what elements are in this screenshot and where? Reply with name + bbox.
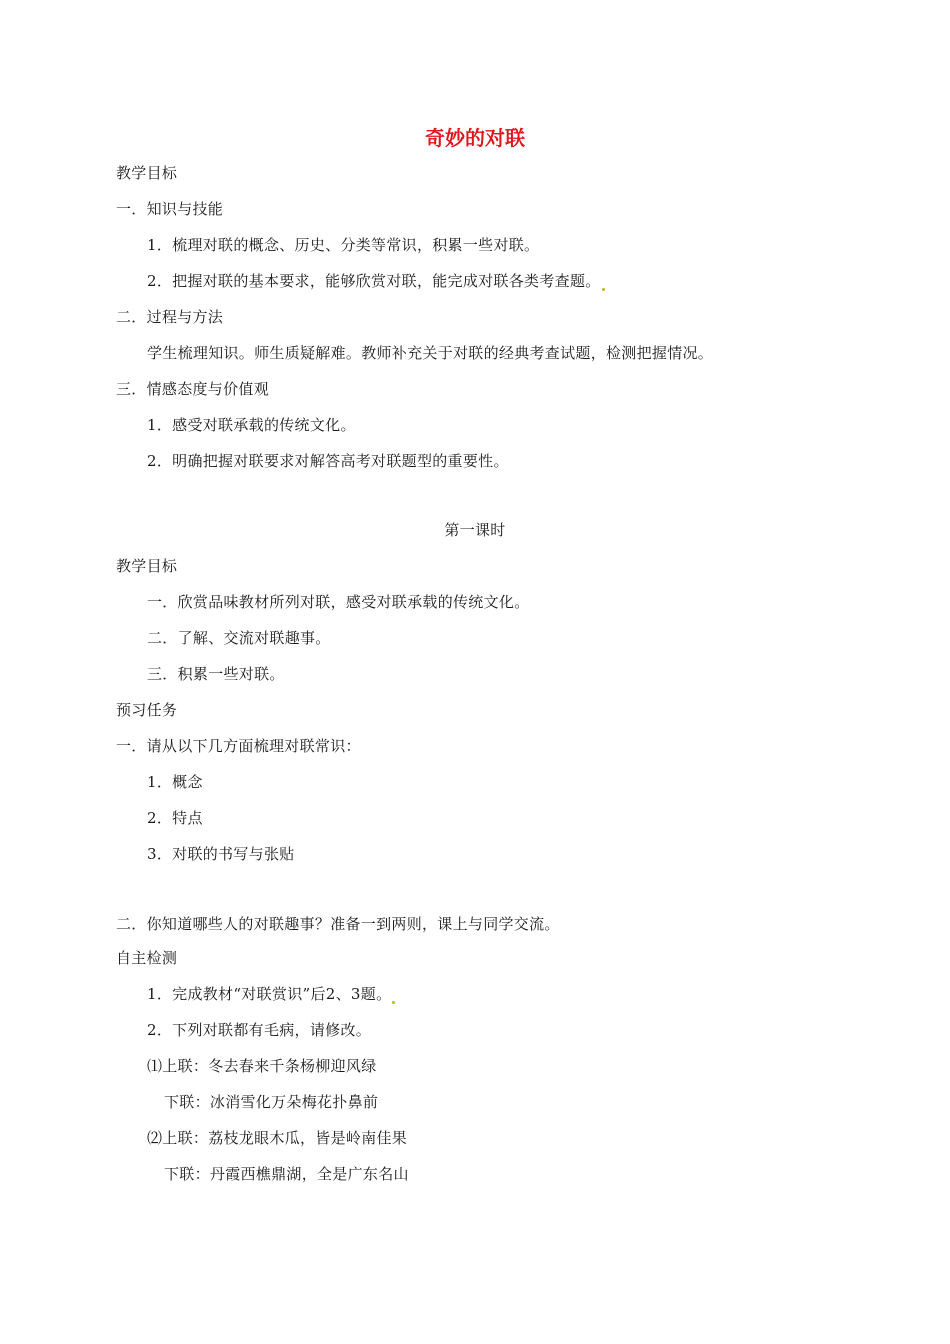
section-heading-self-check: 自主检测 — [116, 949, 178, 967]
couplet-lower-line: 下联：丹霞西樵鼎湖，全是广东名山 — [164, 1165, 409, 1183]
lesson-heading: 第一课时 — [444, 521, 506, 539]
list-item: 1．完成教材“对联赏识”后2、3题。 — [147, 984, 395, 1004]
section-heading-preview-tasks: 预习任务 — [116, 701, 178, 719]
paragraph: 学生梳理知识。师生质疑解难。教师补充关于对联的经典考查试题，检测把握情况。 — [147, 344, 714, 362]
list-item: 2．把握对联的基本要求，能够欣赏对联，能完成对联各类考查题。 — [147, 271, 605, 291]
annotation-mark — [392, 1001, 395, 1004]
list-item: 2．下列对联都有毛病，请修改。 — [147, 1021, 372, 1039]
list-item: 2．明确把握对联要求对解答高考对联题型的重要性。 — [147, 452, 509, 470]
subsection-heading: 一．知识与技能 — [116, 200, 224, 218]
list-item: 三．积累一些对联。 — [147, 665, 285, 683]
list-item: 1．感受对联承载的传统文化。 — [147, 416, 356, 434]
section-heading-teaching-goals: 教学目标 — [116, 557, 178, 575]
list-item: 一．欣赏品味教材所列对联，感受对联承载的传统文化。 — [147, 593, 530, 611]
subsection-heading: 二．过程与方法 — [116, 308, 224, 326]
document-title: 奇妙的对联 — [425, 126, 525, 150]
list-item: 3．对联的书写与张贴 — [147, 845, 295, 863]
subsection-heading: 三．情感态度与价值观 — [116, 380, 270, 398]
list-item: 二．了解、交流对联趣事。 — [147, 629, 331, 647]
couplet-upper-line: ⑴上联：冬去春来千条杨柳迎风绿 — [147, 1057, 377, 1075]
annotation-mark — [602, 288, 605, 291]
list-item: 1．梳理对联的概念、历史、分类等常识，积累一些对联。 — [147, 236, 540, 254]
section-heading-teaching-goals: 教学目标 — [116, 164, 178, 182]
subsection-heading: 二．你知道哪些人的对联趣事？准备一到两则，课上与同学交流。 — [116, 915, 560, 933]
couplet-upper-line: ⑵上联：荔枝龙眼木瓜，皆是岭南佳果 — [147, 1129, 408, 1147]
list-item: 1．概念 — [147, 773, 203, 791]
subsection-heading: 一．请从以下几方面梳理对联常识： — [116, 737, 361, 755]
couplet-lower-line: 下联：冰消雪化万朵梅花扑鼻前 — [164, 1093, 379, 1111]
list-item: 2．特点 — [147, 809, 203, 827]
